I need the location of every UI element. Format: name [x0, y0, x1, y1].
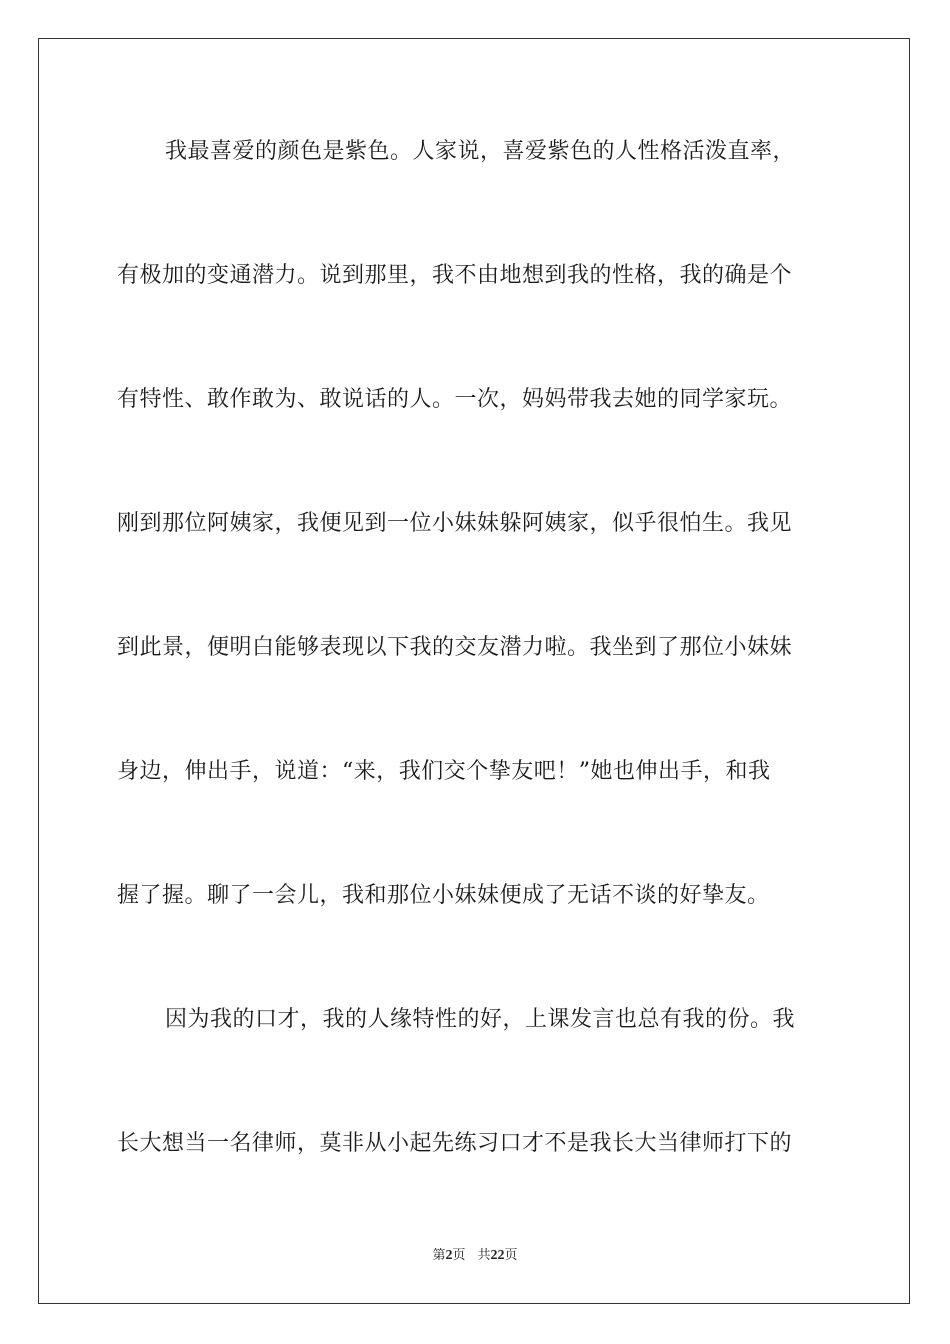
text-line-8: 因为我的口才，我的人缘特性的好，上课发言也总有我的份。我 [165, 1007, 796, 1032]
page-number: 2 [445, 1248, 453, 1263]
text-line-3: 有特性、敢作敢为、敢说话的人。一次，妈妈带我去她的同学家玩。 [117, 387, 793, 412]
page-prefix: 第 [432, 1248, 446, 1263]
text-line-7: 握了握。聊了一会儿，我和那位小妹妹便成了无话不谈的好挚友。 [117, 883, 770, 908]
total-pages: 22 [490, 1248, 505, 1263]
page-suffix: 页 [452, 1248, 466, 1263]
text-line-5: 到此景，便明白能够表现以下我的交友潜力啦。我坐到了那位小妹妹 [117, 635, 793, 660]
total-prefix: 共 [477, 1248, 491, 1263]
text-line-9: 长大想当一名律师，莫非从小起先练习口才不是我长大当律师打下的 [117, 1131, 793, 1156]
page-footer [0, 1247, 950, 1265]
total-suffix: 页 [504, 1248, 518, 1263]
text-line-2: 有极加的变通潜力。说到那里，我不由地想到我的性格，我的确是个 [117, 263, 793, 288]
text-line-1: 我最喜爱的颜色是紫色。人家说，喜爱紫色的人性格活泼直率， [165, 139, 796, 164]
page-border [38, 38, 910, 1304]
text-line-4: 刚到那位阿姨家，我便见到一位小妹妹躲阿姨家，似乎很怕生。我见 [117, 511, 793, 536]
text-line-6: 身边，伸出手，说道：“来，我们交个挚友吧！”她也伸出手，和我 [117, 759, 771, 784]
